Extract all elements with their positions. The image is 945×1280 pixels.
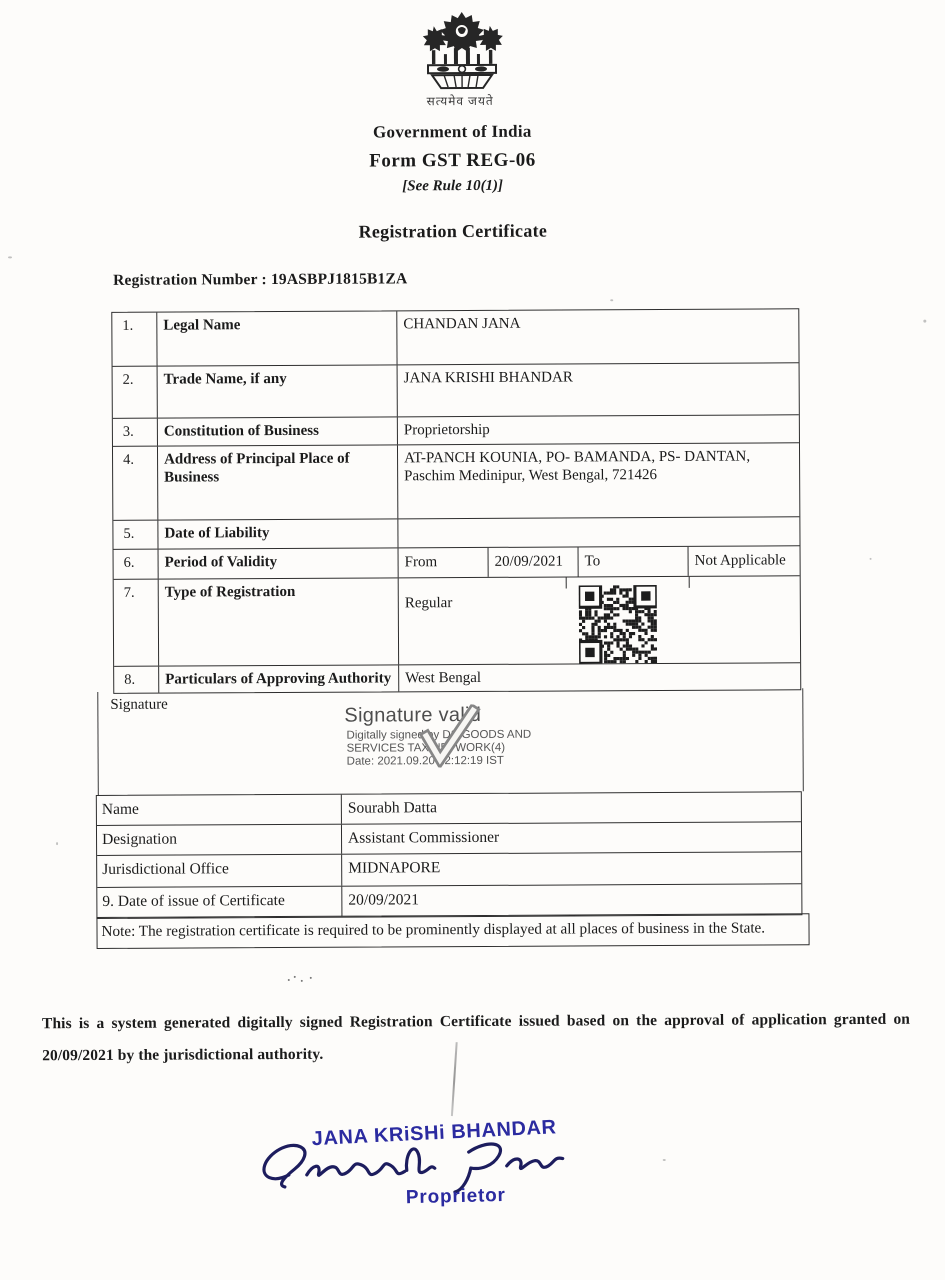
row-value: AT-PANCH KOUNIA, PO- BAMANDA, PS- DANTAN, Paschim Medinipur, West Bengal, 721426 (404, 448, 751, 485)
row-value (399, 576, 800, 664)
registration-number-value: 19ASBPJ1815B1ZA (270, 270, 408, 289)
row-number: 3. (113, 419, 158, 446)
row-label: Date of Liability (158, 519, 398, 548)
officer-table (96, 791, 803, 919)
row-label: Designation (97, 825, 342, 855)
signature-valid-text: Signature valid (344, 703, 482, 727)
signed-by-line-1: Digitally signed by DS GOODS AND (346, 728, 532, 742)
qr-code (579, 585, 657, 663)
row-number: 8. (114, 667, 159, 693)
row-label: 9. Date of issue of Certificate (97, 887, 342, 918)
row-number: 2. (113, 367, 158, 418)
certificate-title: Registration Certificate (358, 220, 548, 242)
signature-section (97, 688, 804, 795)
row-number: 7. (114, 580, 159, 666)
table-row-trade-name (113, 362, 799, 418)
national-emblem-icon (410, 8, 514, 101)
validity-cells (399, 546, 800, 577)
rule-reference: [See Rule 10(1)] (402, 177, 504, 195)
border-stub (566, 578, 567, 589)
signature-label: Signature (110, 696, 168, 713)
system-generated-disclaimer: This is a system generated digitally signed Registration Certificate issued based on the approval of application granted on 20/09/2021 by the jurisdictional authority. (41, 1010, 911, 1065)
ink-smudge (288, 975, 318, 983)
validity-from-value: 20/09/2021 (489, 547, 579, 576)
row-label: Address of Principal Place of Business (158, 445, 398, 519)
form-name-heading: Form GST REG-06 (369, 149, 536, 172)
table-row-name (97, 792, 801, 825)
validity-to-value: Not Applicable (694, 552, 786, 569)
stamp-business-name: JANA KRiSHi BHANDAR (311, 1116, 558, 1151)
table-row-constitution (113, 414, 799, 446)
table-row-jurisdictional-office (97, 851, 801, 887)
validity-from-label: From (399, 548, 489, 577)
table-row-legal-name (112, 309, 798, 366)
registration-number-label: Registration Number : (113, 271, 267, 289)
registration-number-line (113, 270, 407, 290)
row-label: Particulars of Approving Authority (159, 665, 399, 692)
row-value (398, 517, 799, 547)
row-number: 6. (114, 550, 159, 579)
row-label: Trade Name, if any (158, 365, 398, 417)
scan-speck (870, 558, 872, 560)
signature-date-line: Date: 2021.09.20 12:12:19 IST (346, 754, 504, 768)
row-label: Legal Name (157, 311, 397, 365)
scan-speck (56, 842, 58, 845)
row-label: Jurisdictional Office (97, 855, 342, 887)
row-value: JANA KRISHI BHANDAR (403, 369, 573, 387)
table-row-date-of-issue (97, 883, 801, 918)
row-label: Name (97, 795, 342, 825)
note-box: Note: The registration certificate is required to be prominently displayed at all places of business in the State. (96, 913, 809, 949)
table-row-type-of-registration (114, 575, 800, 666)
row-number: 5. (113, 521, 158, 549)
registration-type-value: Regular (404, 595, 453, 612)
government-of-india-heading: Government of India (372, 121, 532, 142)
row-value: 20/09/2021 (348, 891, 420, 909)
border-stub (689, 577, 690, 588)
table-row-address (113, 442, 799, 520)
row-number: 1. (112, 313, 157, 366)
scan-speck (8, 256, 12, 258)
emblem-motto: सत्यमेव जयते (426, 93, 494, 109)
row-value: Sourabh Datta (347, 799, 438, 817)
row-value: CHANDAN JANA (403, 315, 521, 333)
scan-speck (610, 299, 613, 301)
table-row-designation (97, 821, 801, 855)
validity-to-label: To (579, 547, 689, 577)
table-row-period-of-validity (114, 545, 800, 579)
stamp-proprietor-title: Proprietor (405, 1184, 506, 1209)
table-row-date-of-liability (113, 516, 799, 549)
row-value: Proprietorship (403, 421, 490, 439)
row-value: MIDNAPORE (348, 859, 441, 877)
row-label: Period of Validity (159, 548, 399, 578)
row-label: Type of Registration (159, 578, 399, 665)
signed-by-line-2: SERVICES TAX NETWORK(4) (346, 741, 506, 755)
scan-speck (923, 320, 926, 323)
row-label: Constitution of Business (158, 417, 398, 445)
registration-table (111, 308, 801, 694)
row-value: West Bengal (405, 669, 482, 687)
signature-valid-check-icon (413, 699, 481, 771)
scan-speck (663, 1159, 666, 1161)
row-number: 4. (113, 447, 158, 520)
row-value: Assistant Commissioner (347, 828, 500, 847)
